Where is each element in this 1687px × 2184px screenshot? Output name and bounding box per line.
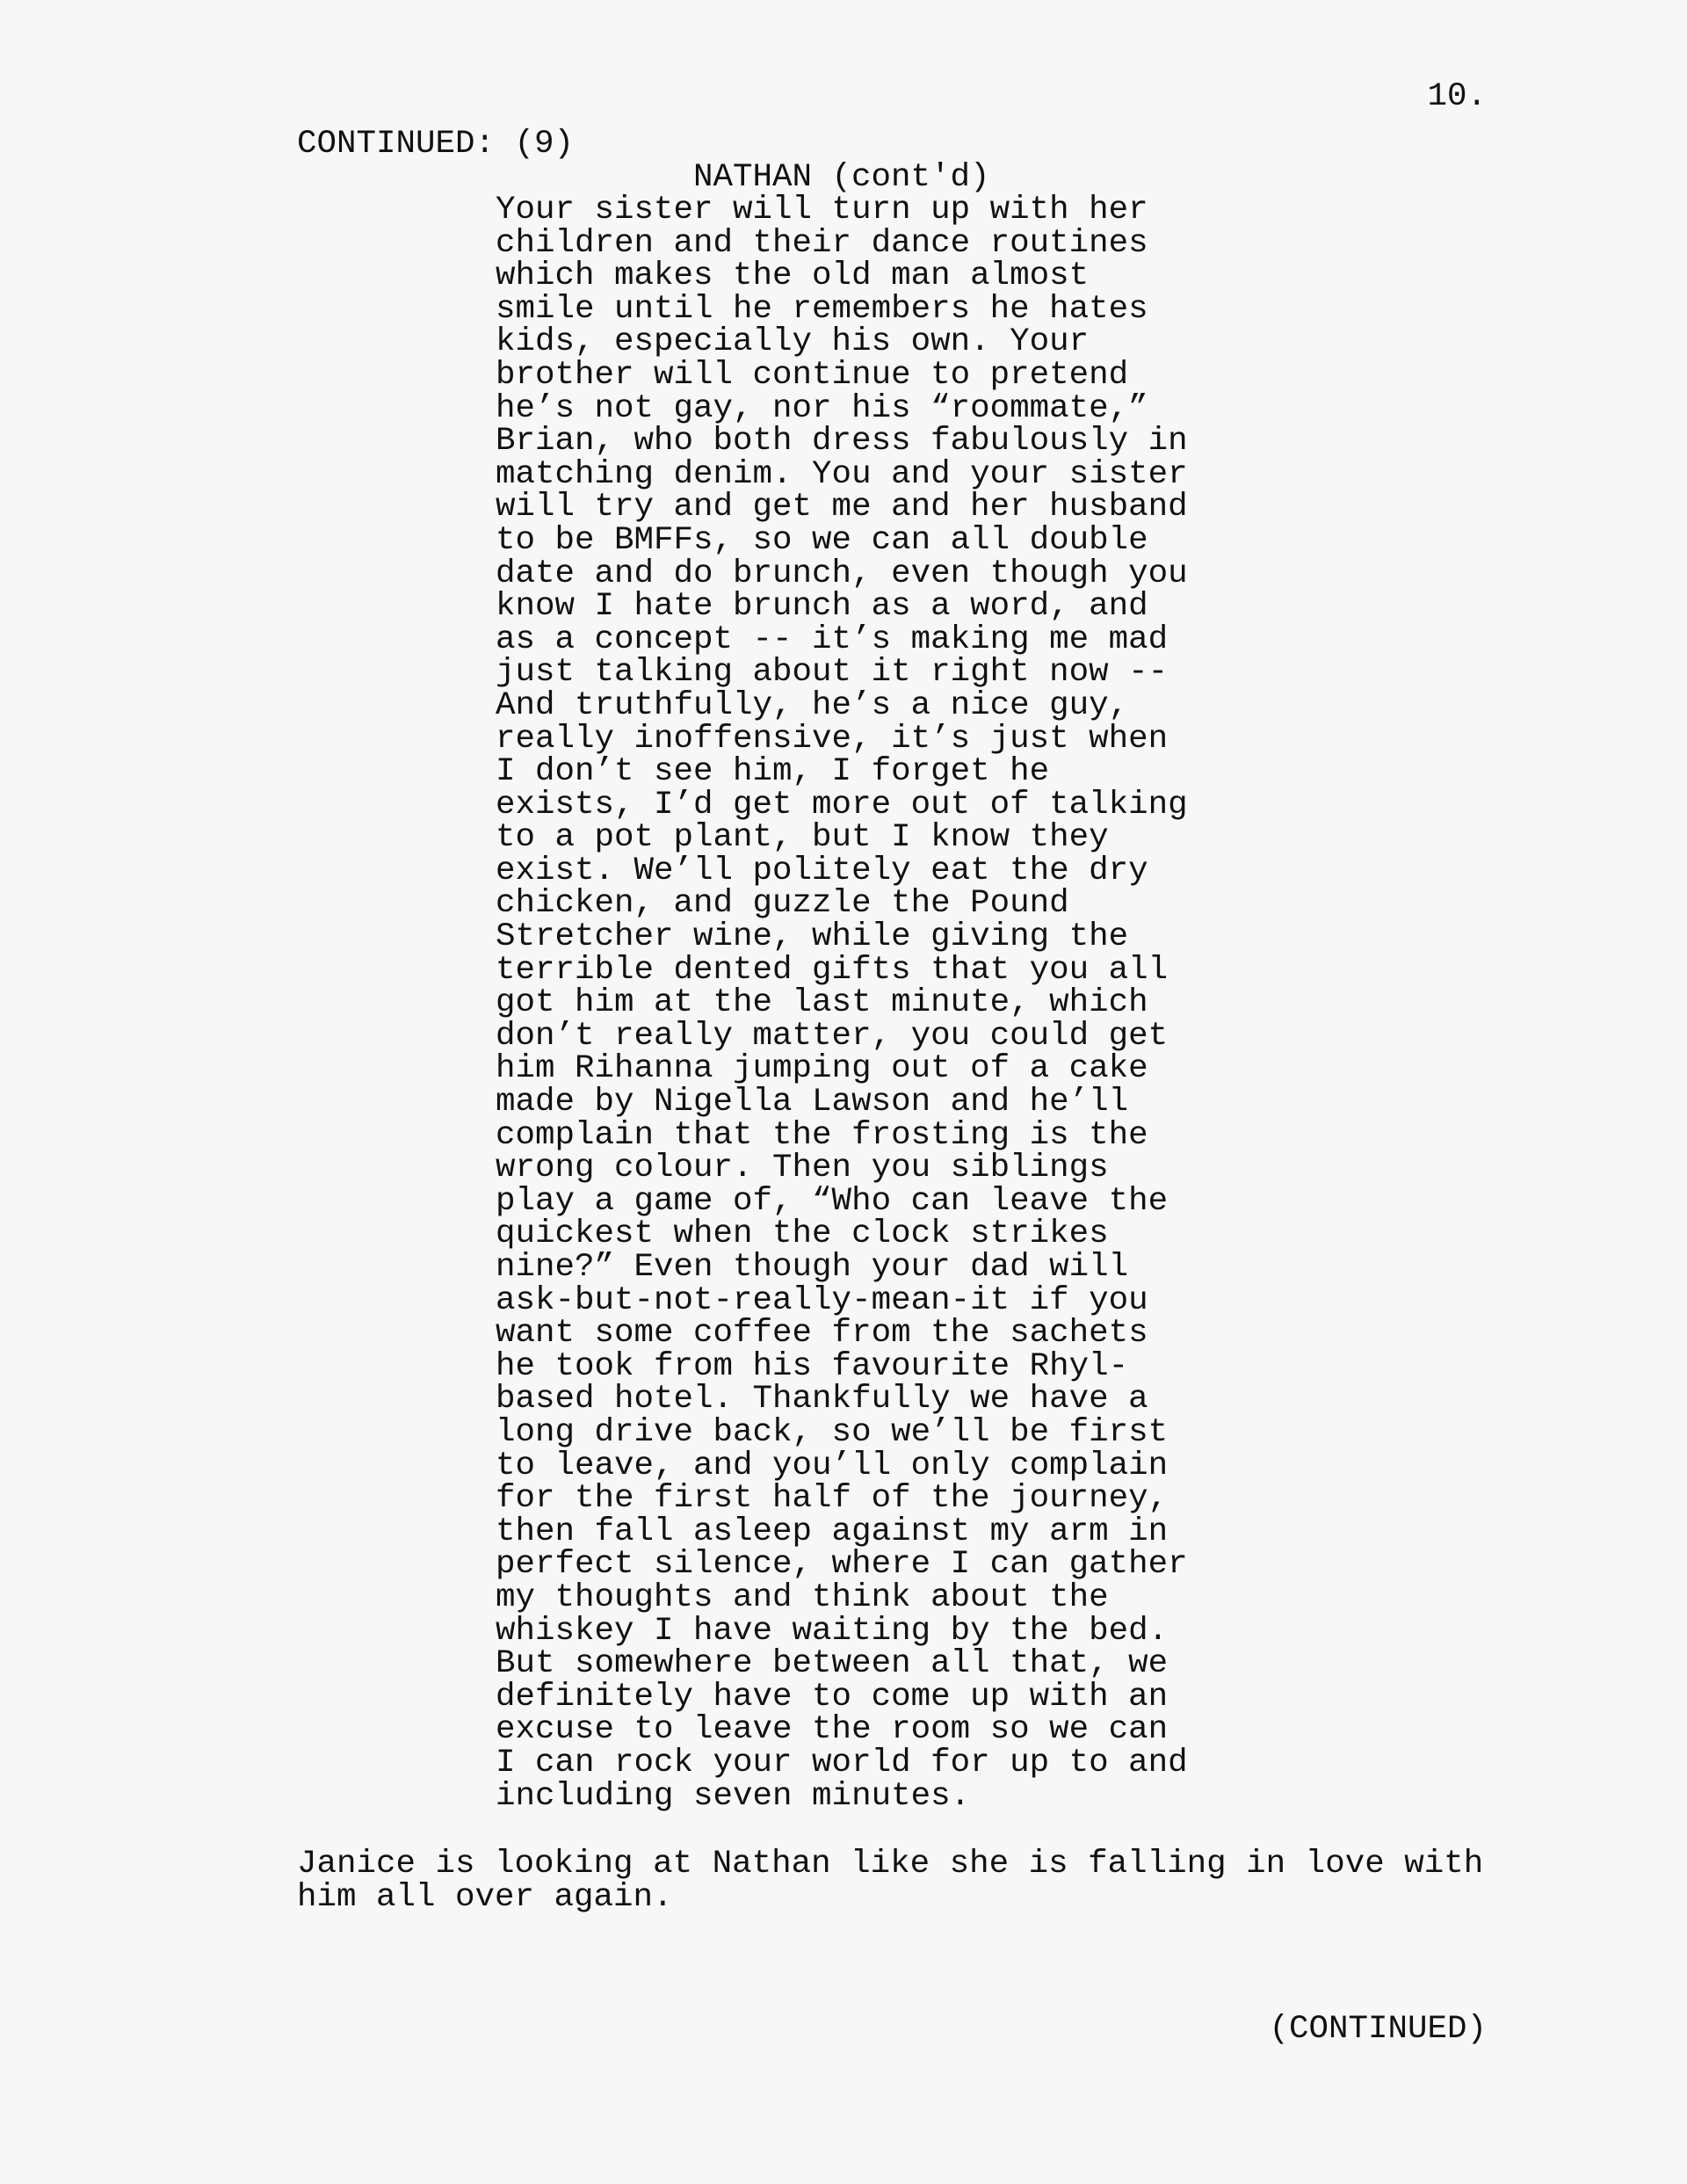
dialogue-line: play a game of, “Who can leave the bbox=[496, 1182, 1169, 1220]
dialogue-line: then fall asleep against my arm in bbox=[496, 1513, 1169, 1550]
dialogue-line: long drive back, so we’ll be first bbox=[496, 1413, 1169, 1451]
dialogue-line: date and do brunch, even though you bbox=[496, 555, 1188, 592]
dialogue-line: really inoffensive, it’s just when bbox=[496, 720, 1169, 758]
dialogue-line: he took from his favourite Rhyl- bbox=[496, 1347, 1129, 1385]
dialogue-line: know I hate brunch as a word, and bbox=[496, 588, 1148, 626]
dialogue-line: I don’t see him, I forget he bbox=[496, 753, 1050, 791]
dialogue-line: children and their dance routines bbox=[496, 224, 1148, 262]
dialogue-line: based hotel. Thankfully we have a bbox=[496, 1381, 1148, 1419]
dialogue-line: matching denim. You and your sister bbox=[496, 455, 1188, 493]
dialogue-line: Your sister will turn up with her bbox=[496, 192, 1148, 229]
page-number: 10. bbox=[1427, 78, 1487, 115]
dialogue-line: quickest when the clock strikes bbox=[496, 1215, 1109, 1253]
dialogue-line: I can rock your world for up to and bbox=[496, 1744, 1188, 1781]
dialogue-line: Stretcher wine, while giving the bbox=[496, 918, 1129, 956]
dialogue-line: brother will continue to pretend bbox=[496, 356, 1129, 394]
dialogue-line: complain that the frosting is the bbox=[496, 1116, 1148, 1154]
dialogue-line: whiskey I have waiting by the bed. bbox=[496, 1612, 1169, 1650]
action-line: Janice is looking at Nathan like she is falling in love with bbox=[297, 1846, 1484, 1883]
dialogue-line: made by Nigella Lawson and he’ll bbox=[496, 1084, 1129, 1121]
continued-footer: (CONTINUED) bbox=[1269, 2011, 1487, 2048]
dialogue-line: terrible dented gifts that you all bbox=[496, 951, 1169, 989]
dialogue-line: chicken, and guzzle the Pound bbox=[496, 885, 1069, 923]
dialogue-line: kids, especially his own. Your bbox=[496, 323, 1090, 361]
dialogue-line: for the first half of the journey, bbox=[496, 1480, 1169, 1518]
dialogue-line: which makes the old man almost bbox=[496, 258, 1090, 295]
action-line: him all over again. bbox=[297, 1878, 673, 1916]
dialogue-line: definitely have to come up with an bbox=[496, 1678, 1169, 1716]
dialogue-line: including seven minutes. bbox=[496, 1777, 971, 1815]
dialogue-line: just talking about it right now -- bbox=[496, 654, 1169, 692]
dialogue-line: ask-but-not-really-mean-it if you bbox=[496, 1281, 1148, 1319]
dialogue-line: smile until he remembers he hates bbox=[496, 290, 1148, 328]
dialogue-line: will try and get me and her husband bbox=[496, 489, 1188, 526]
dialogue-line: wrong colour. Then you siblings bbox=[496, 1150, 1109, 1187]
action-block bbox=[297, 1848, 1483, 1914]
dialogue-line: perfect silence, where I can gather bbox=[496, 1546, 1188, 1584]
character-name: NATHAN (cont'd) bbox=[693, 159, 990, 196]
dialogue-line: And truthfully, he’s a nice guy, bbox=[496, 686, 1129, 724]
dialogue-line: to a pot plant, but I know they bbox=[496, 819, 1109, 857]
dialogue-line: my thoughts and think about the bbox=[496, 1578, 1109, 1616]
dialogue-line: he’s not gay, nor his “roommate,” bbox=[496, 389, 1148, 427]
dialogue-line: got him at the last minute, which bbox=[496, 984, 1148, 1022]
dialogue-line: as a concept -- it’s making me mad bbox=[496, 620, 1169, 658]
dialogue-line: excuse to leave the room so we can bbox=[496, 1711, 1169, 1749]
dialogue-line: exists, I’d get more out of talking bbox=[496, 786, 1188, 824]
dialogue-line: want some coffee from the sachets bbox=[496, 1315, 1148, 1353]
dialogue-block bbox=[496, 194, 1188, 1813]
dialogue-line: nine?” Even though your dad will bbox=[496, 1249, 1129, 1286]
dialogue-line: him Rihanna jumping out of a cake bbox=[496, 1050, 1148, 1088]
dialogue-line: But somewhere between all that, we bbox=[496, 1645, 1169, 1683]
dialogue-line: don’t really matter, you could get bbox=[496, 1017, 1169, 1055]
dialogue-line: to be BMFFs, so we can all double bbox=[496, 521, 1148, 559]
dialogue-line: Brian, who both dress fabulously in bbox=[496, 423, 1188, 461]
continued-header: CONTINUED: (9) bbox=[297, 126, 575, 163]
dialogue-line: exist. We’ll politely eat the dry bbox=[496, 852, 1148, 889]
dialogue-line: to leave, and you’ll only complain bbox=[496, 1447, 1169, 1484]
